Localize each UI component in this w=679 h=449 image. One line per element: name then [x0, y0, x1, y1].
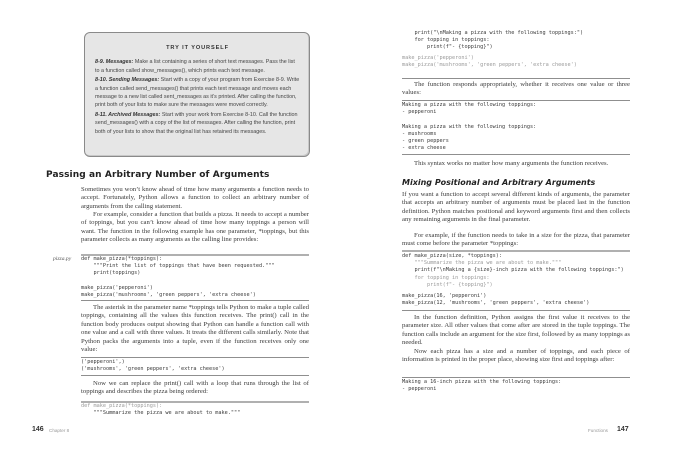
- code-rule-bottom: [402, 310, 630, 311]
- try-it-yourself-box: [84, 32, 310, 157]
- output-listing: Making a pizza with the following toppings: - pepperoni Making a pizza with the following toppings: - mushrooms - green peppers - extra cheese: [402, 102, 537, 152]
- code-listing-continued: print("\nMaking a pizza with the following toppings:") for topping in toppings: print(f"- {topping}") make_pizza('pepperoni') make_pizza('mushrooms', 'green peppers', 'extra cheese'): [402, 30, 584, 68]
- paragraph: Now each pizza has a size and a number of toppings, and each piece of information is printed in the proper place, showing size first and toppings after:: [402, 348, 630, 364]
- paragraph: For example, consider a function that builds a pizza. It needs to accept a number of toppings, but you can’t know ahead of time how many toppings a person will want. The function in the following example has one parameter, *toppings, but this parameter collects as many arguments as the calling line provides:: [81, 211, 309, 244]
- paragraph: This syntax works no matter how many arguments the function receives.: [414, 160, 609, 167]
- code-rule-bottom: [402, 78, 630, 79]
- code-listing-continued: def make_pizza(*toppings): """Summarize the pizza we are about to make.""": [81, 403, 241, 417]
- running-head: Chapter 8: [49, 428, 70, 433]
- paragraph: The function responds appropriately, whether it receives one value or three values:: [402, 81, 630, 97]
- code-listing-pizza: def make_pizza(*toppings): """Print the list of toppings that have been requested.""" print(toppings) make_pizza('pepperoni') make_pizza('mushrooms', 'green peppers', 'extra cheese'): [81, 256, 275, 299]
- paragraph: Now we can replace the print() call with a loop that runs through the list of toppings and describes the pizza being ordered:: [81, 380, 309, 396]
- section-heading: Passing an Arbitrary Number of Arguments: [46, 170, 270, 180]
- paragraph: In the function definition, Python assigns the first value it receives to the parameter size. All other values that come after are stored in the tuple toppings. The function calls include an argument for the size first, followed by as many toppings as needed.: [402, 314, 630, 347]
- paragraph: The asterisk in the parameter name *toppings tells Python to make a tuple called toppings, containing all the values this function receives. The print() call in the function body produces output showing that Python can handle a function call with one value and a call with three values. It treats the different calls similarly. Note that Python packs the arguments into a tuple, even if the function receives only one value:: [81, 304, 309, 354]
- exercise-8-11: 8-11. Archived Messages: Start with your work from Exercise 8-10. Call the function send_messages() with a copy of the list of messages. After calling the function, print both of your lists to show that the original list has retained its messages.: [95, 112, 298, 135]
- output-rule-top: [402, 100, 630, 101]
- paragraph: Sometimes you won’t know ahead of time how many arguments a function needs to accept. Fortunately, Python allows a function to collect an arbitrary number of arguments from the calling statement.: [81, 186, 309, 210]
- exercise-8-10: 8-10. Sending Messages: Start with a copy of your program from Exercise 8-9. Write a function called send_messages() that prints each text message and moves each message to a new list called sent_messages as it’s printed. After calling the function, print both of your lists to make sure the messages were moved correctly.: [95, 77, 300, 109]
- paragraph: If you want a function to accept several different kinds of arguments, the parameter that accepts an arbitrary number of arguments must be placed last in the function definition. Python matches positional and keyword arguments first and then collects any remaining arguments in the final parameter.: [402, 191, 630, 224]
- page-number: 147: [617, 426, 629, 433]
- subsection-heading: Mixing Positional and Arbitrary Arguments: [402, 178, 596, 187]
- output-listing: Making a 16-inch pizza with the following toppings: - pepperoni: [402, 379, 562, 393]
- code-rule-top: [402, 250, 630, 252]
- left-page: [0, 0, 339, 449]
- code-filename-label: pizza.py: [53, 256, 72, 262]
- output-listing: ('pepperoni',) ('mushrooms', 'green peppers', 'extra cheese'): [81, 359, 225, 373]
- try-it-yourself-title: TRY IT YOURSELF: [166, 45, 229, 51]
- output-rule-bottom: [402, 154, 630, 155]
- output-rule-bottom: [81, 375, 309, 376]
- page-number: 146: [32, 426, 44, 433]
- output-rule-top: [402, 377, 630, 378]
- paragraph: For example, if the function needs to take in a size for the pizza, that parameter must come before the parameter *toppings:: [402, 232, 630, 248]
- code-listing-size: def make_pizza(size, *toppings): """Summarize the pizza we are about to make.""" print(f"\nMaking a {size}-inch pizza with the following toppings:") for topping in toppings: print(f"- {topping}") make_pizza(16, 'pepperoni') make_pizza(12, 'mushrooms', 'green peppers', 'extra cheese'): [402, 253, 624, 307]
- exercise-8-9: 8-9. Messages: Make a list containing a series of short text messages. Pass the list to a function called show_messages(), which prints each text message.: [95, 59, 295, 74]
- output-rule-top: [81, 357, 309, 358]
- code-rule-bottom: [81, 300, 309, 301]
- right-page: [340, 0, 679, 449]
- running-head: Functions: [588, 428, 608, 433]
